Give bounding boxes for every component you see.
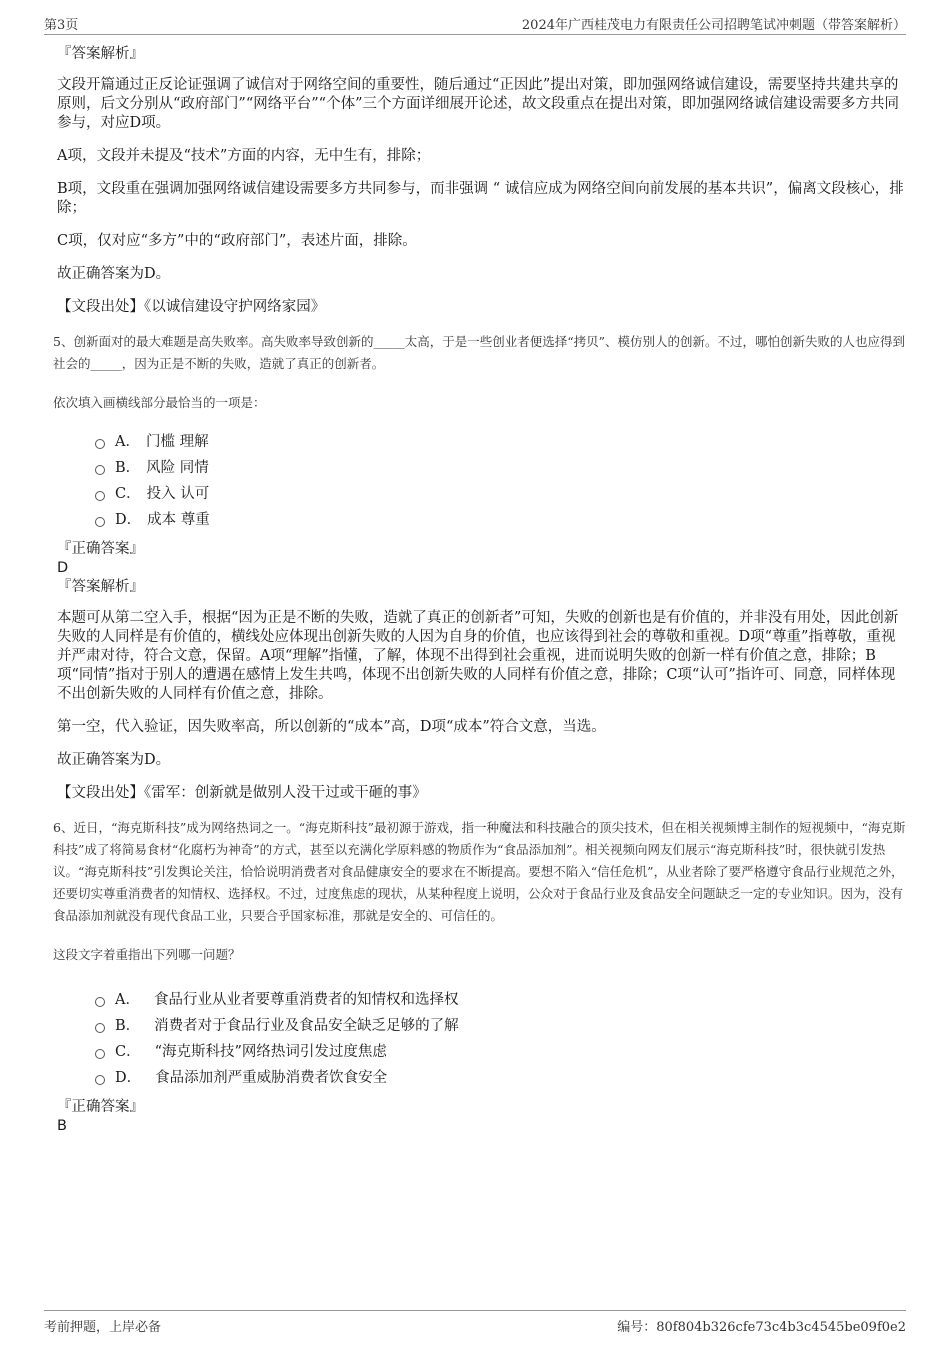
correct-answer-label: 『正确答案』 bbox=[57, 541, 144, 557]
option-text: 食品添加剂严重威胁消费者饮食安全 bbox=[155, 1070, 388, 1086]
radio-button[interactable] bbox=[95, 465, 105, 475]
document-title: 2024年广西桂茂电力有限责任公司招聘笔试冲刺题（带答案解析） bbox=[521, 18, 906, 33]
analysis-label: 『答案解析』 bbox=[57, 579, 144, 595]
option-text: 风险 同情 bbox=[146, 460, 209, 476]
option-d[interactable] bbox=[95, 1065, 907, 1091]
question-6-options bbox=[95, 987, 907, 1091]
question-5-stem: 5、创新面对的最大难题是高失败率。高失败率导致创新的_____太高，于是一些创业者便选择“拷贝”、模仿别人的创新。不过，哪怕创新失败的人也应得到社会的_____，因为正是不断的失败，造就了真正的创新者。 bbox=[53, 334, 905, 371]
option-letter: C． bbox=[115, 1044, 141, 1060]
conclusion-paragraph: 故正确答案为D。 bbox=[57, 266, 171, 282]
correct-answer-label: 『正确答案』 bbox=[57, 1099, 144, 1115]
radio-button[interactable] bbox=[95, 1075, 105, 1085]
option-text: 食品行业从业者要尊重消费者的知情权和选择权 bbox=[153, 992, 459, 1008]
correct-answer: B bbox=[57, 1118, 67, 1134]
option-b[interactable] bbox=[95, 1013, 907, 1039]
option-letter: D． bbox=[115, 1070, 142, 1086]
option-letter: B． bbox=[115, 1018, 141, 1034]
source-citation: 【文段出处】《雷军：创新就是做别人没干过或干砸的事》 bbox=[57, 785, 427, 801]
correct-answer: D bbox=[57, 560, 69, 576]
radio-button[interactable] bbox=[95, 997, 105, 1007]
analysis-label: 『答案解析』 bbox=[57, 46, 144, 62]
radio-button[interactable] bbox=[95, 1023, 105, 1033]
radio-button[interactable] bbox=[95, 439, 105, 449]
option-text: 成本 尊重 bbox=[147, 512, 210, 528]
option-b[interactable] bbox=[95, 455, 907, 481]
radio-button[interactable] bbox=[95, 517, 105, 527]
analysis-paragraph: 本题可从第二空入手，根据“因为正是不断的失败，造就了真正的创新者”可知，失败的创新也是有价值的，并非没有用处，因此创新失败的人同样是有价值的，横线处应体现出创新失败的人因为自身的价值，也应该得到社会的尊敬和重视。D项“尊重”指尊敬，重视并严肃对待，符合文意，保留。A项“理解”指懂，了解，体现不出得到社会重视，进而说明失败的创新一样有价值之意，排除；B项“同情”指对于别人的遭遇在感情上发生共鸣，体现不出创新失败的人同样有价值之意，排除；C项“认可”指许可、同意，同样体现不出创新失败的人同样有价值之意，排除。 bbox=[57, 610, 899, 702]
page-footer bbox=[44, 1310, 906, 1337]
option-d[interactable] bbox=[95, 507, 907, 533]
analysis-paragraph: 第一空，代入验证，因失败率高，所以创新的“成本”高，D项“成本”符合文意，当选。 bbox=[57, 719, 606, 735]
source-citation: 【文段出处】《以诚信建设守护网络家园》 bbox=[57, 299, 326, 315]
question-6-stem: 6、近日，“海克斯科技”成为网络热词之一。“海克斯科技”最初源于游戏，指一种魔法和科技融合的顶尖技术，但在相关视频博主制作的短视频中，“海克斯科技”成了将简易食材“化腐朽为神奇”的方式，甚至以充满化学原料感的物质作为“食品添加剂”。相关视频向网友们展示“海克斯科技”时，很快就引发热议。“海克斯科技”引发舆论关注，恰恰说明消费者对食品健康安全的要求在不断提高。要想不陷入“信任危机”，从业者除了要严格遵守食品行业规范之外，还要切实尊重消费者的知情权、选择权。不过，过度焦虑的现状，从某种程度上说明，公众对于食品行业及食品安全问题缺乏一定的专业知识。因为，没有食品添加剂就没有现代食品工业，只要合乎国家标准，那就是安全的、可信任的。 bbox=[53, 820, 906, 923]
option-text: 消费者对于食品行业及食品安全缺乏足够的了解 bbox=[154, 1018, 459, 1034]
page-content bbox=[53, 44, 907, 1135]
option-letter: C． bbox=[115, 486, 141, 502]
option-text: 投入 认可 bbox=[146, 486, 210, 502]
option-letter: B． bbox=[115, 460, 141, 476]
radio-button[interactable] bbox=[95, 491, 105, 501]
conclusion-paragraph: 故正确答案为D。 bbox=[57, 752, 171, 768]
analysis-paragraph: A项，文段并未提及“技术”方面的内容，无中生有，排除； bbox=[57, 148, 431, 164]
option-a[interactable] bbox=[95, 429, 907, 455]
footer-slogan: 考前押题，上岸必备 bbox=[44, 1320, 162, 1335]
page-header bbox=[44, 12, 906, 35]
question-5-options bbox=[95, 429, 907, 533]
option-c[interactable] bbox=[95, 481, 907, 507]
option-letter: A． bbox=[115, 992, 140, 1008]
page-number: 第3页 bbox=[44, 18, 79, 33]
option-c[interactable] bbox=[95, 1039, 907, 1065]
analysis-paragraph: 文段开篇通过正反论证强调了诚信对于网络空间的重要性，随后通过“正因此”提出对策，即加强网络诚信建设，需要坚持共建共享的原则，后文分别从“政府部门”“网络平台”“个体”三个方面详细展开论述，故文段重点在提出对策，即加强网络诚信建设需要多方共同参与，对应D项。 bbox=[57, 77, 899, 131]
analysis-paragraph: B项，文段重在强调加强网络诚信建设需要多方共同参与，而非强调 “ 诚信应成为网络空间向前发展的基本共识”，偏离文段核心，排除； bbox=[57, 181, 904, 216]
option-text: 门槛 理解 bbox=[145, 434, 209, 450]
document-id: 编号：80f804b326cfe73c4b3c4545be09f0e2 bbox=[617, 1320, 906, 1335]
question-5-prompt: 依次填入画横线部分最恰当的一项是： bbox=[53, 395, 266, 410]
option-letter: D． bbox=[115, 512, 142, 528]
analysis-paragraph: C项，仅对应“多方”中的“政府部门”，表述片面，排除。 bbox=[57, 233, 417, 249]
option-a[interactable] bbox=[95, 987, 907, 1013]
option-text: “海克斯科技”网络热词引发过度焦虑 bbox=[154, 1044, 387, 1060]
question-6-prompt: 这段文字着重指出下列哪一问题？ bbox=[53, 947, 241, 962]
radio-button[interactable] bbox=[95, 1049, 105, 1059]
option-letter: A． bbox=[115, 434, 140, 450]
